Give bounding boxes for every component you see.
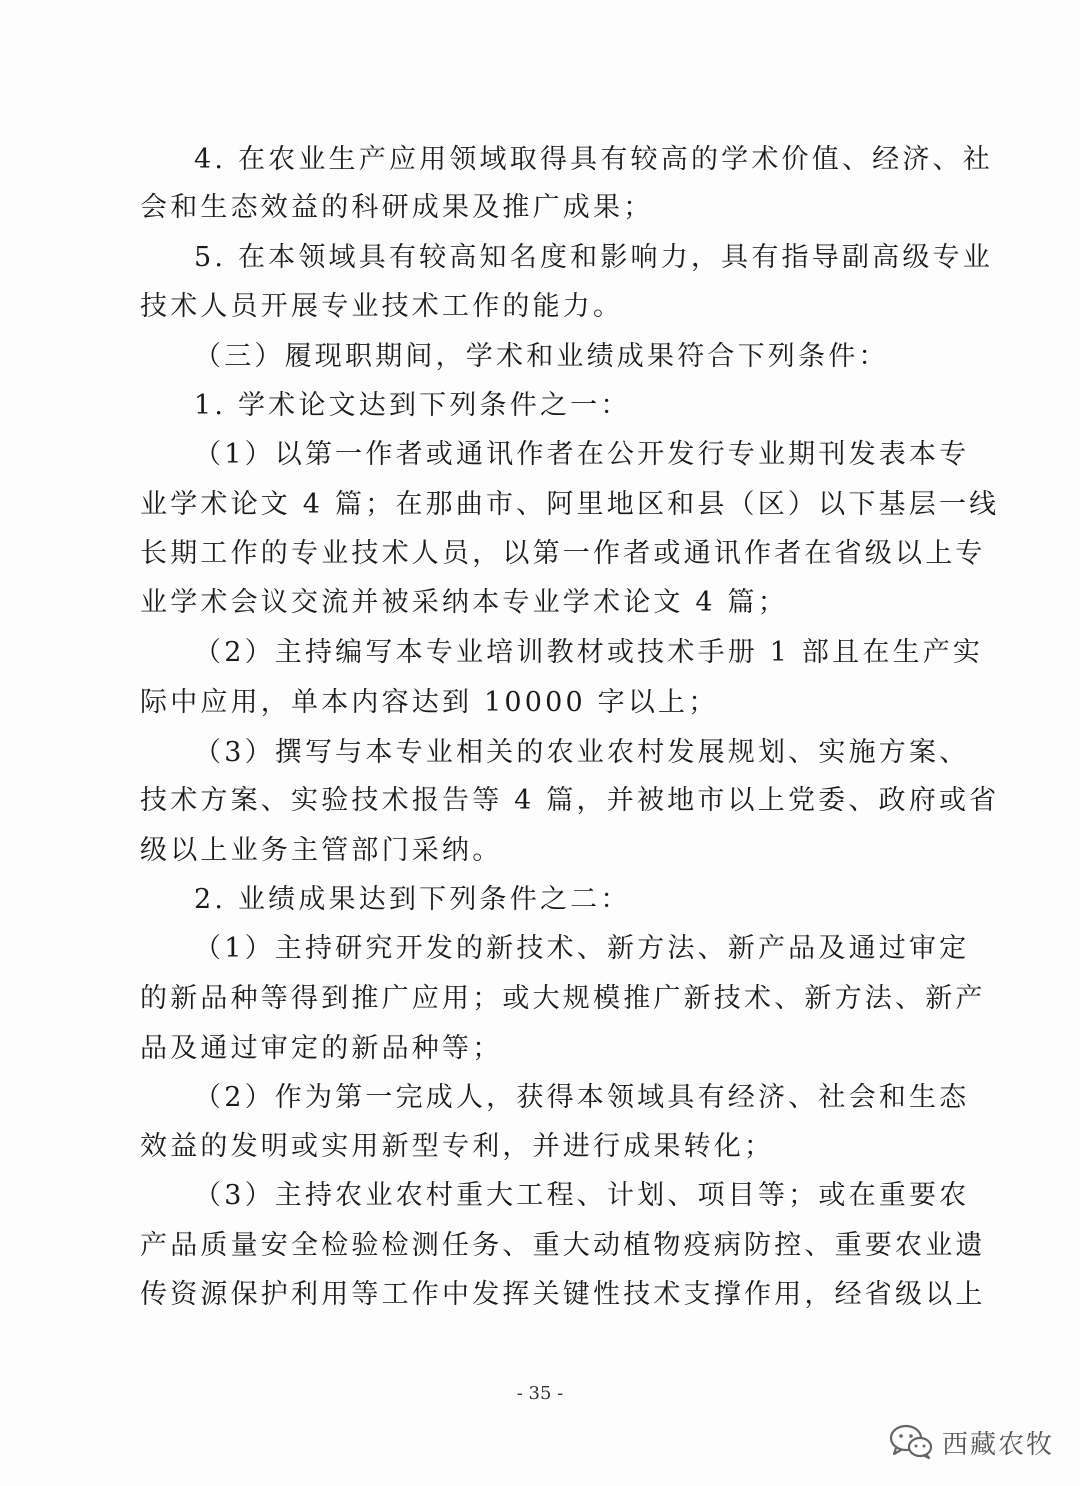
text-line: 业学术论文 4 篇；在那曲市、阿里地区和县（区）以下基层一线 <box>140 489 1000 520</box>
page-number: - 35 - <box>516 1383 564 1404</box>
wechat-icon <box>888 1423 934 1461</box>
watermark <box>888 1420 1054 1464</box>
text-line: 效益的发明或实用新型专利，并进行成果转化； <box>140 1131 775 1162</box>
text-line: 品及通过审定的新品种等； <box>140 1033 503 1064</box>
watermark-text: 西藏农牧 <box>942 1429 1055 1460</box>
text-line: 技术人员开展专业技术工作的能力。 <box>140 291 624 322</box>
text-line: 产品质量安全检验检测任务、重大动植物疫病防控、重要农业遗 <box>140 1230 986 1261</box>
text-line: 长期工作的专业技术人员，以第一作者或通讯作者在省级以上专 <box>140 538 986 569</box>
text-line: （1）以第一作者或通讯作者在公开发行专业期刊发表本专 <box>194 439 970 470</box>
text-line: 5. 在本领域具有较高知名度和影响力，具有指导副高级专业 <box>194 242 993 273</box>
text-line: （1）主持研究开发的新技术、新方法、新产品及通过审定 <box>194 933 970 964</box>
text-line: 级以上业务主管部门采纳。 <box>140 835 503 866</box>
text-line: （3）撰写与本专业相关的农业农村发展规划、实施方案、 <box>194 737 970 768</box>
text-line: 传资源保护利用等工作中发挥关键性技术支撑作用，经省级以上 <box>140 1279 986 1310</box>
text-line: 1. 学术论文达到下列条件之一： <box>194 390 631 421</box>
text-line: （2）主持编写本专业培训教材或技术手册 1 部且在生产实 <box>194 637 984 668</box>
text-line: （2）作为第一完成人，获得本领域具有经济、社会和生态 <box>194 1082 970 1113</box>
text-line: 际中应用，单本内容达到 10000 字以上； <box>140 687 719 718</box>
text-line: 的新品种等得到推广应用；或大规模推广新技术、新方法、新产 <box>140 983 986 1014</box>
text-line: 技术方案、实验技术报告等 4 篇，并被地市以上党委、政府或省 <box>140 785 1000 816</box>
text-line: （3）主持农业农村重大工程、计划、项目等；或在重要农 <box>194 1180 970 1211</box>
text-line: 会和生态效益的科研成果及推广成果； <box>140 192 654 223</box>
text-line: 4. 在农业生产应用领域取得具有较高的学术价值、经济、社 <box>194 144 993 175</box>
text-line: 2. 业绩成果达到下列条件之二： <box>194 884 631 915</box>
section-heading: （三）履现职期间，学术和业绩成果符合下列条件： <box>194 341 889 372</box>
text-line: 业学术会议交流并被采纳本专业学术论文 4 篇； <box>140 587 788 618</box>
